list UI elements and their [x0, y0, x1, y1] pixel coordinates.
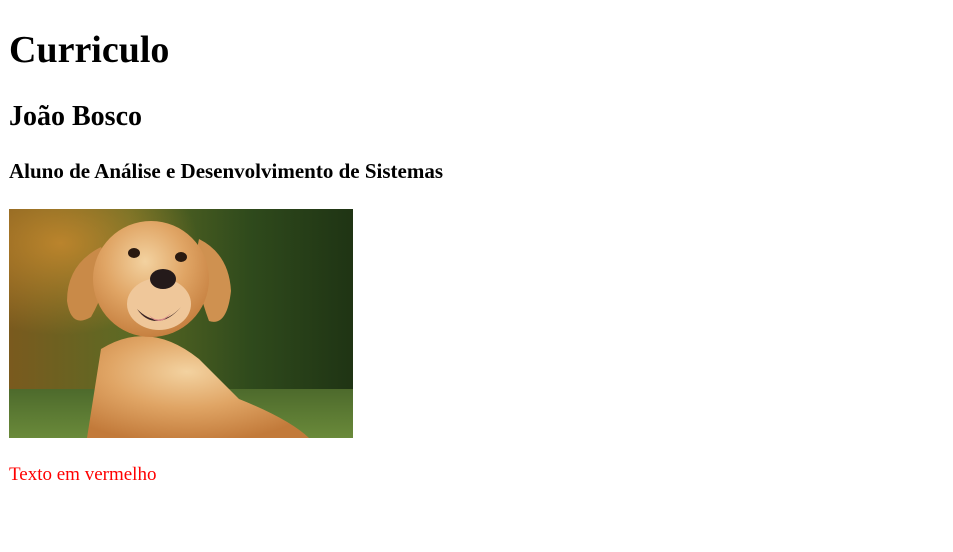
red-text: Texto em vermelho: [9, 464, 157, 485]
person-name: João Bosco: [9, 101, 142, 132]
page-title: Curriculo: [9, 29, 170, 71]
person-subtitle: Aluno de Análise e Desenvolvimento de Sistemas: [9, 159, 444, 183]
dog-photo: [9, 209, 353, 438]
